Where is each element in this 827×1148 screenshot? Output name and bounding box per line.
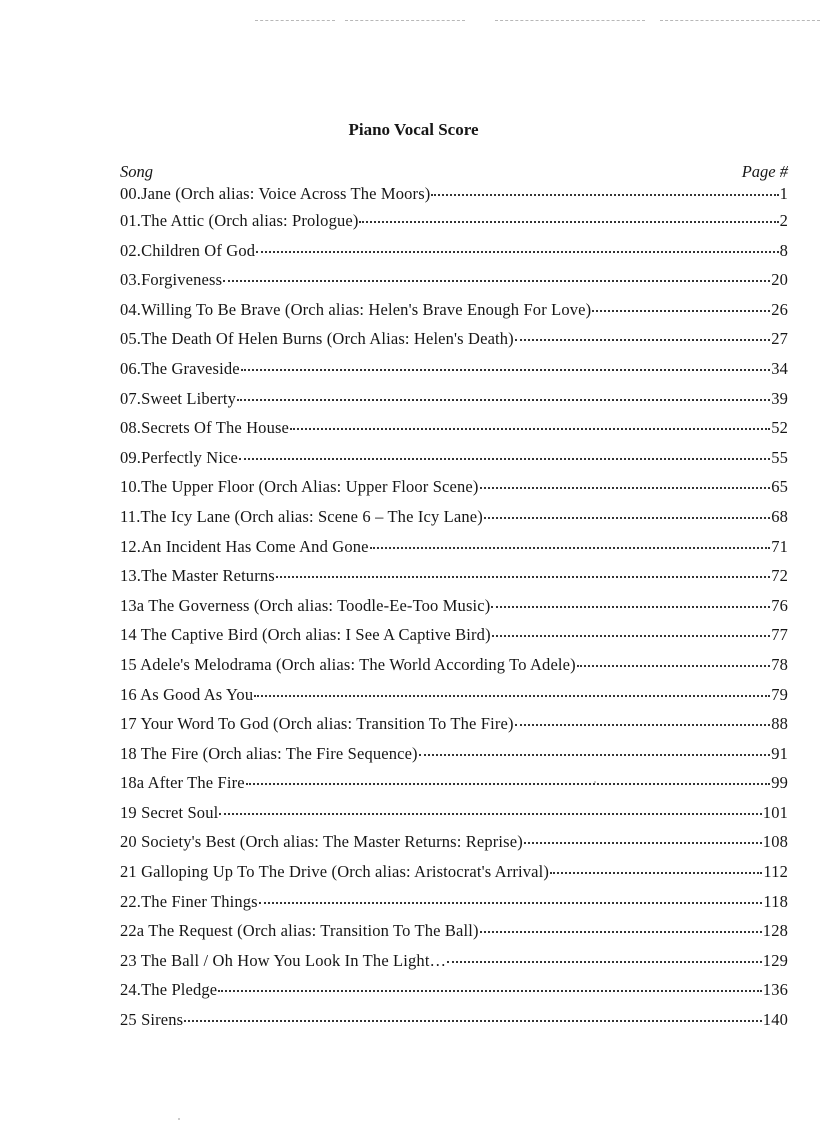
dot-leader <box>484 517 770 519</box>
dot-leader <box>515 724 771 726</box>
toc-entry-page: 72 <box>771 566 788 586</box>
scan-artifact-rule <box>660 20 820 21</box>
dot-leader <box>237 399 770 401</box>
scan-artifact-rule <box>255 20 335 21</box>
toc-entry-title: 07.Sweet Liberty <box>120 388 237 408</box>
toc-entry-page: 2 <box>779 211 788 230</box>
dot-leader <box>359 221 778 223</box>
toc-entry-page: 76 <box>771 595 788 615</box>
toc-entry-title: 01.The Attic (Orch alias: Prologue) <box>120 211 359 230</box>
toc-entry <box>120 620 788 650</box>
toc-entry-page: 55 <box>771 447 788 467</box>
toc-entry-page: 68 <box>771 506 788 526</box>
toc-entry <box>120 946 788 976</box>
toc-entry-title: 12.An Incident Has Come And Gone <box>120 536 369 556</box>
dot-leader <box>524 842 762 844</box>
toc-entry <box>120 384 788 414</box>
toc-entry-title: 23 The Ball / Oh How You Look In The Light… <box>120 950 447 970</box>
toc-entry <box>120 236 788 266</box>
toc-entry-page: 77 <box>771 625 788 645</box>
dot-leader <box>290 428 770 430</box>
dot-leader <box>276 576 770 578</box>
table-of-contents <box>120 158 788 1035</box>
toc-entry <box>120 324 788 354</box>
toc-entry-page: 128 <box>762 921 788 941</box>
song-column-header: Song <box>120 162 153 181</box>
toc-entry-page: 118 <box>763 891 788 911</box>
scan-speck <box>178 1118 180 1120</box>
toc-entry <box>120 295 788 325</box>
toc-entry-page: 52 <box>771 418 788 438</box>
scan-artifact-rule <box>495 20 645 21</box>
toc-entry-title: 03.Forgiveness <box>120 270 223 290</box>
toc-entry-page: 26 <box>771 299 788 319</box>
toc-entry-title: 06.The Graveside <box>120 358 240 378</box>
dot-leader <box>218 990 762 992</box>
toc-entry <box>120 739 788 769</box>
dot-leader <box>254 695 770 697</box>
toc-entry <box>120 709 788 739</box>
toc-entry <box>120 827 788 857</box>
toc-entry-title: 25 Sirens <box>120 1010 184 1030</box>
toc-entry-page: 99 <box>771 773 788 793</box>
toc-entry <box>120 591 788 621</box>
dot-leader <box>515 339 770 341</box>
dot-leader <box>370 547 771 549</box>
toc-entry-title: 13.The Master Returns <box>120 566 275 586</box>
toc-entry-title: 18a After The Fire <box>120 773 245 793</box>
dot-leader <box>447 961 762 963</box>
toc-entry <box>120 443 788 473</box>
toc-entry-page: 8 <box>779 240 788 260</box>
toc-entry <box>120 265 788 295</box>
toc-entry-title: 22a The Request (Orch alias: Transition To The Ball) <box>120 921 479 941</box>
toc-entry-page: 34 <box>771 358 788 378</box>
toc-header <box>120 158 788 182</box>
dot-leader <box>480 931 762 933</box>
toc-entry-page: 91 <box>771 743 788 763</box>
toc-entry-title: 10.The Upper Floor (Orch Alias: Upper Floor Scene) <box>120 477 479 497</box>
dot-leader <box>480 487 771 489</box>
toc-entry <box>120 768 788 798</box>
toc-entry-title: 19 Secret Soul <box>120 802 219 822</box>
dot-leader <box>419 754 770 756</box>
toc-entry <box>120 354 788 384</box>
dot-leader <box>223 280 770 282</box>
toc-entry-title: 02.Children Of God <box>120 240 256 260</box>
toc-entry-title: 04.Willing To Be Brave (Orch alias: Helen's Brave Enough For Love) <box>120 299 592 319</box>
toc-entry-title: 20 Society's Best (Orch alias: The Master Returns: Reprise) <box>120 832 523 852</box>
toc-entry <box>120 916 788 946</box>
dot-leader <box>246 783 770 785</box>
page-title: Piano Vocal Score <box>348 120 479 139</box>
dot-leader <box>256 251 778 253</box>
toc-entry-page: 129 <box>762 950 788 970</box>
page-column-header: Page # <box>741 162 788 181</box>
toc-entry-page: 136 <box>762 980 788 1000</box>
toc-entry <box>120 532 788 562</box>
dot-leader <box>592 310 770 312</box>
toc-entry <box>120 857 788 887</box>
dot-leader <box>184 1020 762 1022</box>
toc-entry <box>120 887 788 917</box>
dot-leader <box>577 665 770 667</box>
toc-entry-page: 101 <box>762 802 788 822</box>
toc-entry <box>120 413 788 443</box>
toc-entry-title: 22.The Finer Things <box>120 891 258 911</box>
toc-entry-title: 16 As Good As You <box>120 684 254 704</box>
toc-entry-title: 15 Adele's Melodrama (Orch alias: The World According To Adele) <box>120 654 576 674</box>
toc-entry <box>120 206 788 236</box>
dot-leader <box>431 194 778 196</box>
toc-entry <box>120 502 788 532</box>
toc-entry-title: 13a The Governess (Orch alias: Toodle-Ee-Too Music) <box>120 595 491 615</box>
toc-entry-page: 71 <box>771 536 788 556</box>
dot-leader <box>491 606 770 608</box>
toc-entry-title: 08.Secrets Of The House <box>120 418 290 438</box>
toc-entry-page: 27 <box>771 329 788 349</box>
toc-entry-title: 24.The Pledge <box>120 980 218 1000</box>
toc-entry-page: 39 <box>771 388 788 408</box>
toc-entry-title: 09.Perfectly Nice <box>120 447 239 467</box>
toc-entry <box>120 798 788 828</box>
dot-leader <box>241 369 770 371</box>
toc-entry <box>120 680 788 710</box>
toc-entry-page: 78 <box>771 654 788 674</box>
toc-entry <box>120 182 788 206</box>
toc-entry-title: 14 The Captive Bird (Orch alias: I See A Captive Bird) <box>120 625 491 645</box>
dot-leader <box>259 902 763 904</box>
dot-leader <box>239 458 770 460</box>
dot-leader <box>492 635 770 637</box>
dot-leader <box>219 813 761 815</box>
toc-entry-page: 140 <box>762 1010 788 1030</box>
toc-entry <box>120 561 788 591</box>
toc-entry-title: 00.Jane (Orch alias: Voice Across The Moors) <box>120 184 431 203</box>
toc-entry-page: 1 <box>779 184 788 203</box>
toc-entry-page: 79 <box>771 684 788 704</box>
dot-leader <box>550 872 762 874</box>
scan-artifact-rule <box>345 20 465 21</box>
toc-entry-title: 11.The Icy Lane (Orch alias: Scene 6 – The Icy Lane) <box>120 506 483 526</box>
toc-entry <box>120 1005 788 1035</box>
toc-entries <box>120 182 788 1035</box>
toc-entry-page: 88 <box>771 714 788 734</box>
toc-entry-title: 17 Your Word To God (Orch alias: Transition To The Fire) <box>120 714 514 734</box>
toc-entry-page: 112 <box>763 862 788 882</box>
toc-entry-page: 65 <box>771 477 788 497</box>
toc-entry <box>120 650 788 680</box>
toc-entry-title: 21 Galloping Up To The Drive (Orch alias: Aristocrat's Arrival) <box>120 862 550 882</box>
toc-entry <box>120 472 788 502</box>
toc-entry-title: 05.The Death Of Helen Burns (Orch Alias: Helen's Death) <box>120 329 514 349</box>
toc-entry-page: 108 <box>762 832 788 852</box>
toc-entry-title: 18 The Fire (Orch alias: The Fire Sequence) <box>120 743 418 763</box>
toc-entry <box>120 975 788 1005</box>
toc-entry-page: 20 <box>771 270 788 290</box>
scan-speck <box>594 781 596 783</box>
